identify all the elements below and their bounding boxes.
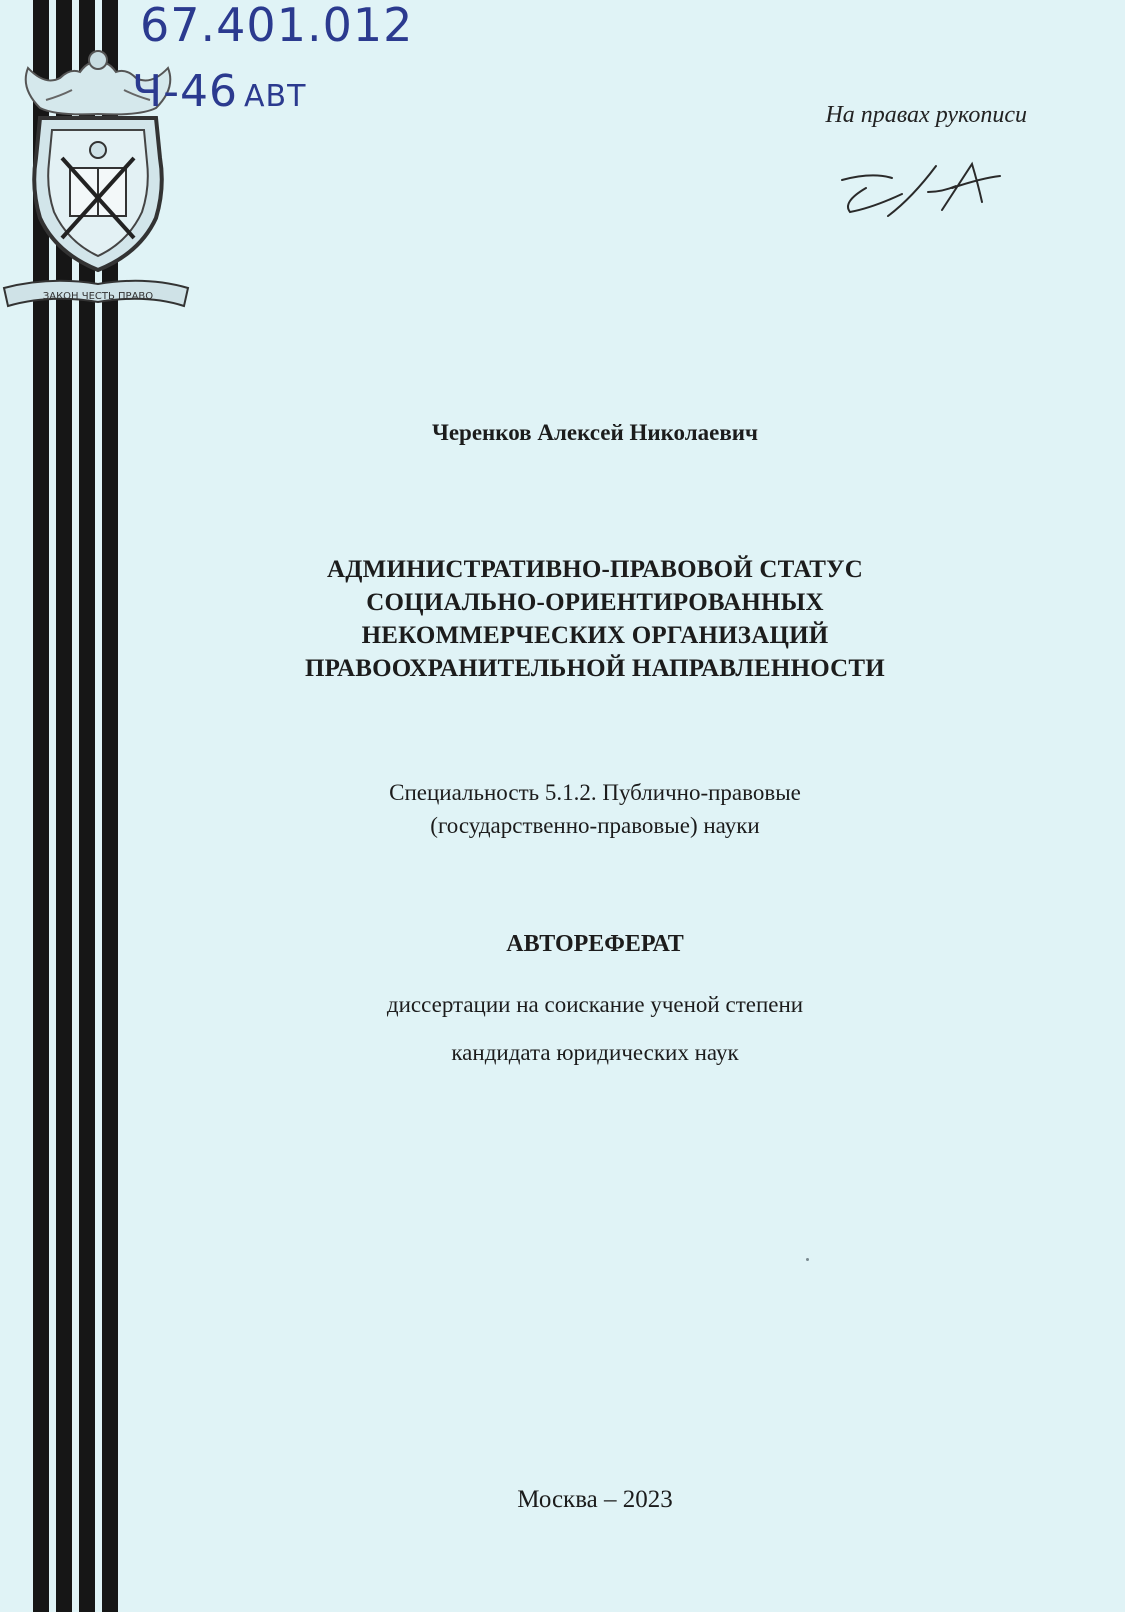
specialty-line-2: (государственно-правовые) науки	[430, 813, 760, 838]
catalog-code-line-2	[132, 66, 307, 117]
title-line: НЕКОММЕРЧЕСКИХ ОРГАНИЗАЦИЙ	[361, 622, 829, 649]
dissertation-title	[190, 553, 1000, 685]
paper-speck	[806, 1258, 809, 1261]
specialty-line-1: Специальность 5.1.2. Публично-правовые	[389, 780, 801, 805]
manuscript-note: На правах рукописи	[825, 102, 1027, 128]
degree-line-1: диссертации на соискание ученой степени	[386, 992, 804, 1017]
title-line: ПРАВООХРАНИТЕЛЬНОЙ НАПРАВЛЕННОСТИ	[305, 655, 885, 682]
author-name: Черенков Алексей Николаевич	[431, 420, 759, 445]
emblem-ribbon-text: ЗАКОН ЧЕСТЬ ПРАВО	[42, 291, 154, 302]
catalog-code-suffix: АВТ	[244, 79, 307, 114]
city-year: Москва – 2023	[517, 1486, 673, 1513]
title-line: АДМИНИСТРАТИВНО-ПРАВОВОЙ СТАТУС	[327, 556, 863, 583]
specialty	[190, 776, 1000, 842]
degree-line-2: кандидата юридических наук	[451, 1040, 739, 1065]
catalog-code: 67.401.012	[140, 0, 414, 52]
catalog-code-number: Ч-46	[132, 66, 239, 117]
degree-description	[190, 981, 1000, 1077]
title-line: СОЦИАЛЬНО-ОРИЕНТИРОВАННЫХ	[366, 589, 824, 616]
abstract-heading: АВТОРЕФЕРАТ	[506, 931, 684, 957]
signature-icon	[832, 158, 1002, 228]
